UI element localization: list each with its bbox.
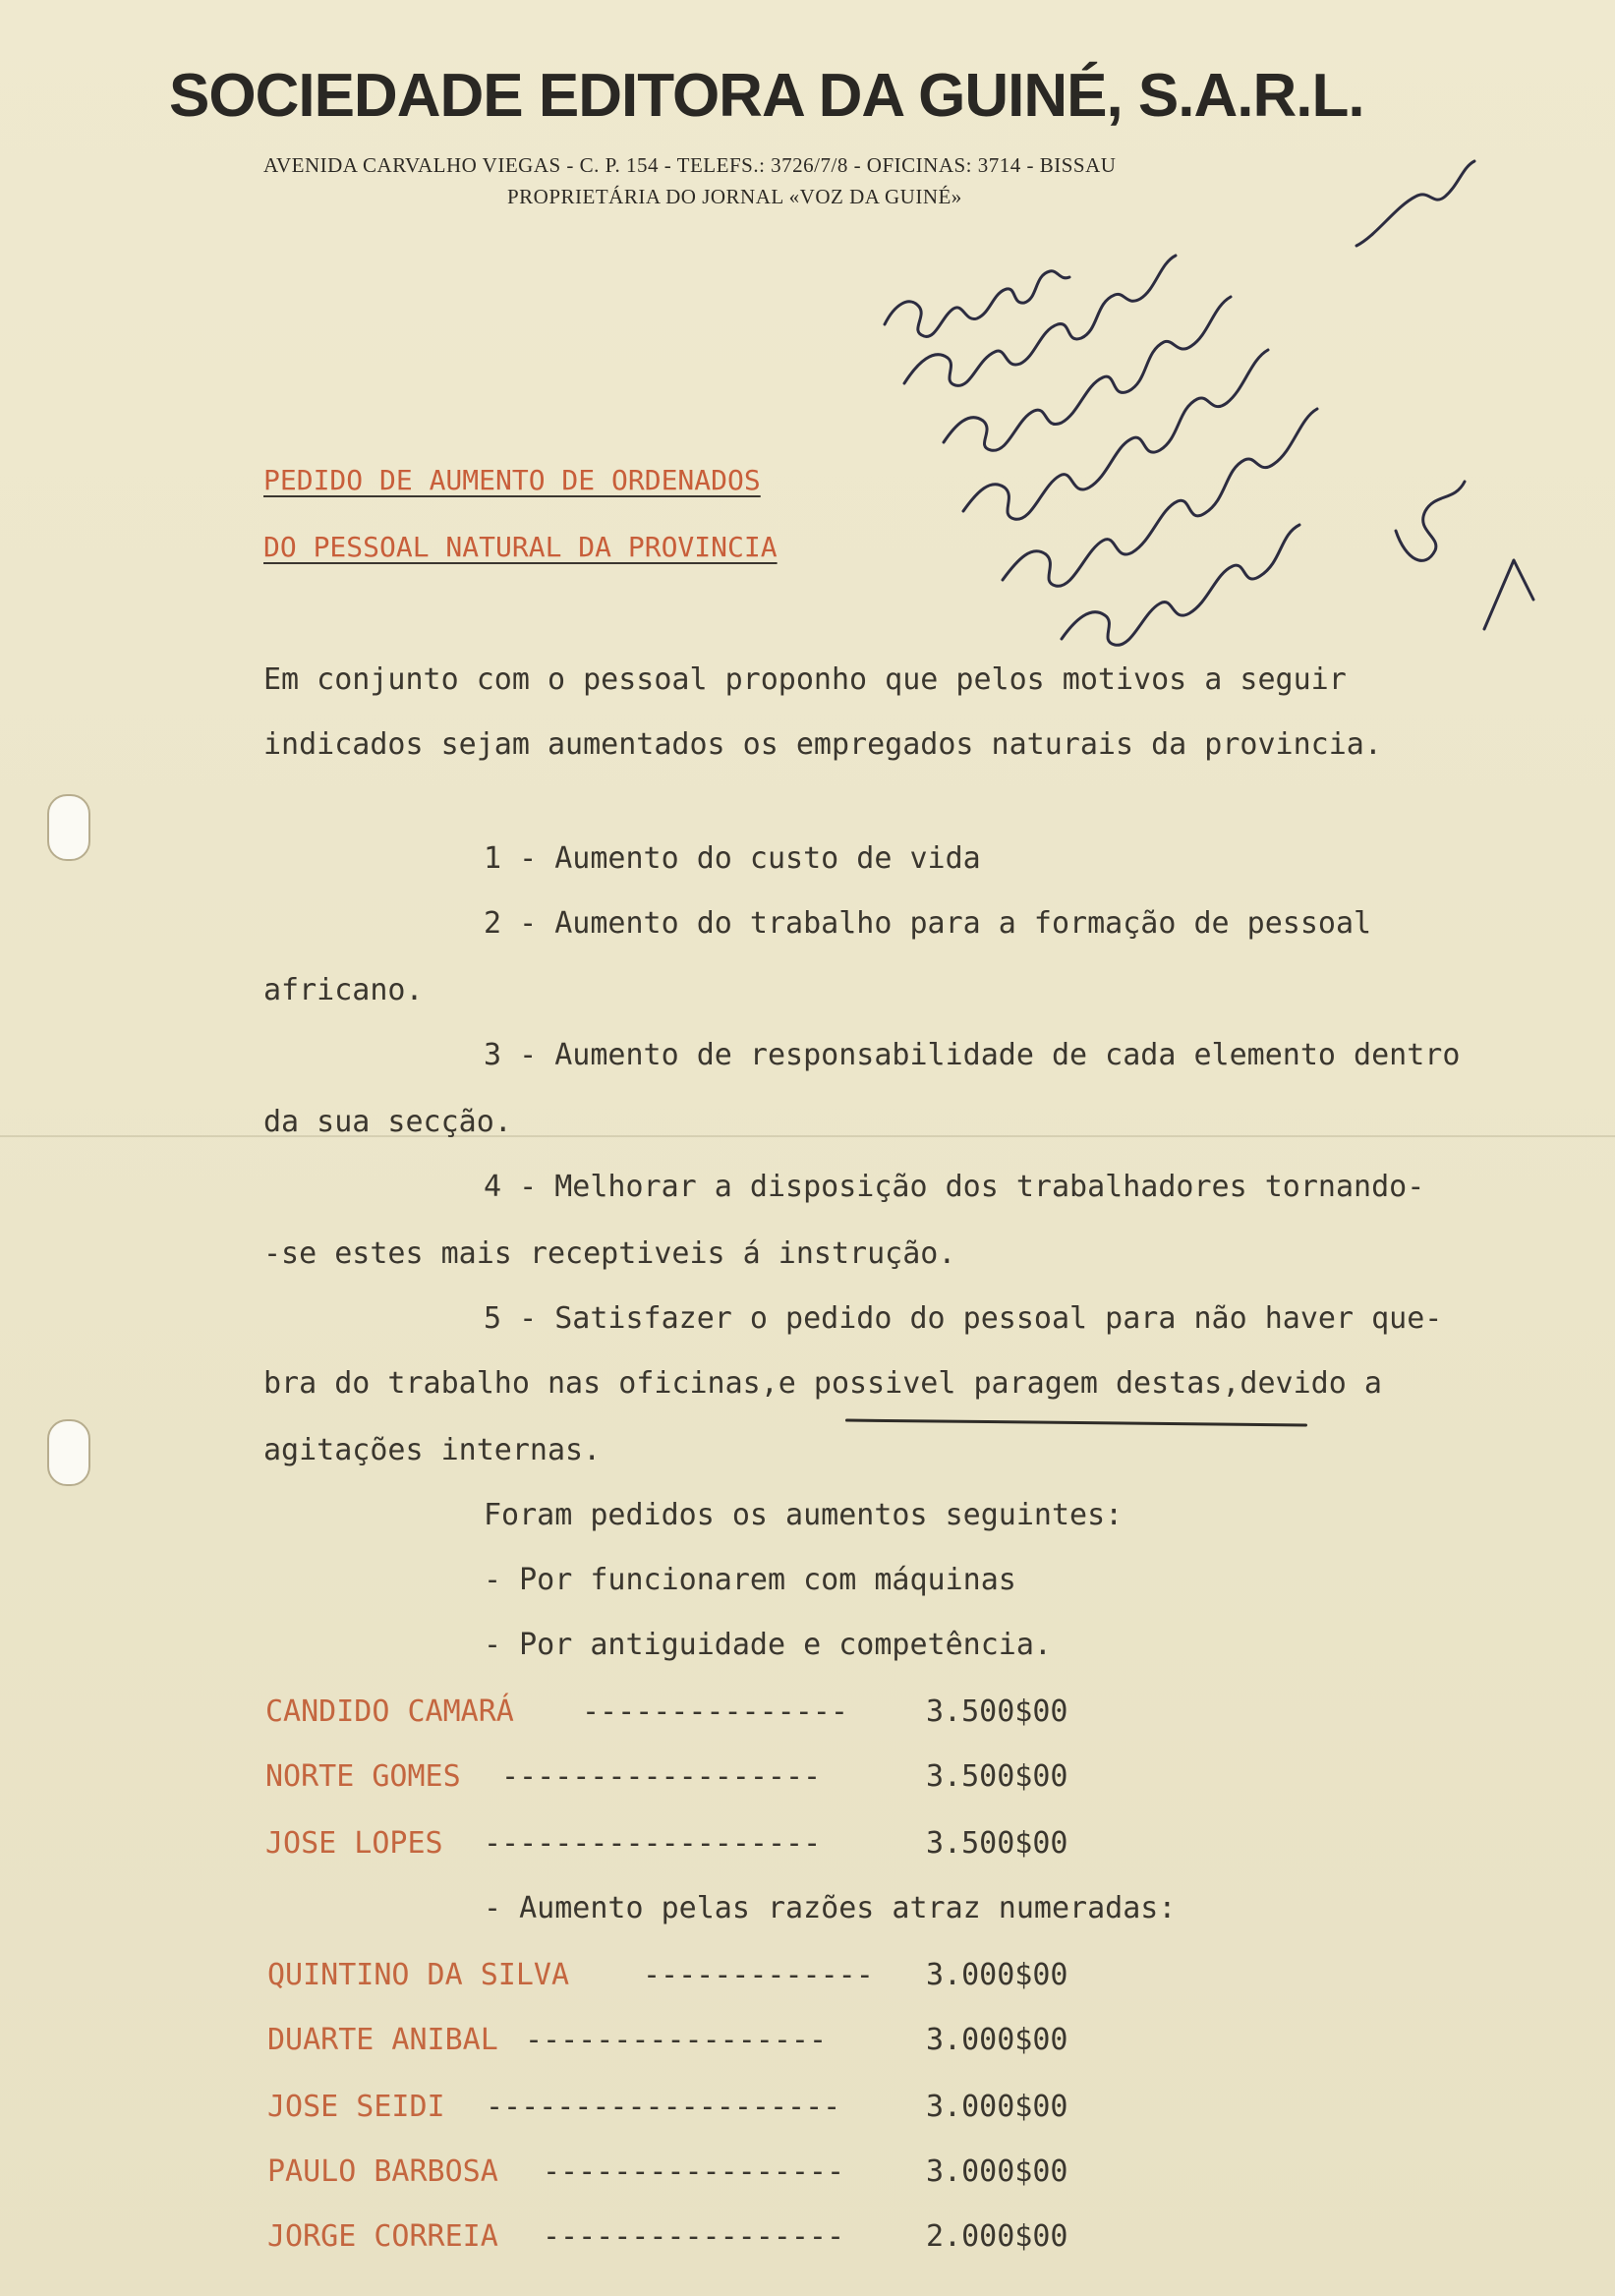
document-title-line-1: PEDIDO DE AUMENTO DE ORDENADOS bbox=[263, 464, 761, 496]
leader-dashes: ------------------ bbox=[501, 1759, 822, 1794]
employee-name: PAULO BARBOSA bbox=[267, 2154, 498, 2189]
salary-amount: 3.500$00 bbox=[926, 1826, 1068, 1861]
reason-4-cont: -se estes mais receptiveis á instrução. bbox=[263, 1236, 956, 1271]
handwritten-annotation bbox=[845, 118, 1592, 688]
leader-dashes: ----------------- bbox=[543, 2154, 845, 2189]
letterhead-owner: PROPRIETÁRIA DO JORNAL «VOZ DA GUINÉ» bbox=[507, 185, 962, 208]
reason-5: 5 - Satisfazer o pedido do pessoal para não haver que- bbox=[484, 1301, 1443, 1336]
reason-1: 1 - Aumento do custo de vida bbox=[484, 841, 981, 876]
letterhead-address: AVENIDA CARVALHO VIEGAS - C. P. 154 - TELEFS.: 3726/7/8 - OFICINAS: 3714 - BISSAU bbox=[263, 153, 1117, 177]
paper-fold bbox=[0, 1135, 1615, 1137]
salary-amount: 3.000$00 bbox=[926, 2023, 1068, 2057]
salary-amount: 3.000$00 bbox=[926, 1958, 1068, 1992]
employee-name: JORGE CORREIA bbox=[267, 2219, 498, 2254]
leader-dashes: --------------- bbox=[582, 1694, 848, 1729]
employee-name: DUARTE ANIBAL bbox=[267, 2023, 498, 2057]
reason-3: 3 - Aumento de responsabilidade de cada elemento dentro bbox=[484, 1038, 1461, 1072]
employee-name: JOSE SEIDI bbox=[267, 2090, 445, 2124]
employee-name: QUINTINO DA SILVA bbox=[267, 1958, 570, 1992]
punch-hole bbox=[47, 794, 90, 861]
leader-dashes: ----------------- bbox=[525, 2023, 828, 2057]
punch-hole bbox=[47, 1419, 90, 1486]
salary-amount: 3.000$00 bbox=[926, 2154, 1068, 2189]
salary-amount: 2.000$00 bbox=[926, 2219, 1068, 2254]
intro-line-1: Em conjunto com o pessoal proponho que pelos motivos a seguir bbox=[263, 662, 1347, 697]
reason-5-cont: bra do trabalho nas oficinas,e possivel paragem destas,devido a bbox=[263, 1366, 1382, 1401]
leader-dashes: ------------------- bbox=[484, 1826, 822, 1861]
employee-name: NORTE GOMES bbox=[265, 1759, 461, 1794]
pen-underline bbox=[845, 1419, 1307, 1427]
document-title-line-2: DO PESSOAL NATURAL DA PROVINCIA bbox=[263, 531, 778, 563]
salary-amount: 3.500$00 bbox=[926, 1759, 1068, 1794]
requests-item-1: - Por funcionarem com máquinas bbox=[484, 1563, 1016, 1597]
employee-name: CANDIDO CAMARÁ bbox=[265, 1694, 514, 1729]
intro-line-2: indicados sejam aumentados os empregados naturais da provincia. bbox=[263, 727, 1382, 762]
reason-4: 4 - Melhorar a disposição dos trabalhadores tornando- bbox=[484, 1170, 1425, 1204]
requests-item-2: - Por antiguidade e competência. bbox=[484, 1628, 1052, 1662]
reason-2: 2 - Aumento do trabalho para a formação de pessoal bbox=[484, 906, 1372, 941]
reason-2-cont: africano. bbox=[263, 973, 424, 1007]
letterhead-company: SOCIEDADE EDITORA DA GUINÉ, S.A.R.L. bbox=[169, 62, 1364, 130]
salary-amount: 3.000$00 bbox=[926, 2090, 1068, 2124]
leader-dashes: ----------------- bbox=[543, 2219, 845, 2254]
employee-name: JOSE LOPES bbox=[265, 1826, 443, 1861]
reason-3-cont: da sua secção. bbox=[263, 1105, 512, 1139]
requests-heading: Foram pedidos os aumentos seguintes: bbox=[484, 1498, 1124, 1532]
salary-amount: 3.500$00 bbox=[926, 1694, 1068, 1729]
requests-heading-2: - Aumento pelas razões atraz numeradas: bbox=[484, 1891, 1177, 1925]
leader-dashes: ------------- bbox=[643, 1958, 874, 1992]
leader-dashes: -------------------- bbox=[486, 2090, 841, 2124]
reason-5-end: agitações internas. bbox=[263, 1433, 602, 1467]
